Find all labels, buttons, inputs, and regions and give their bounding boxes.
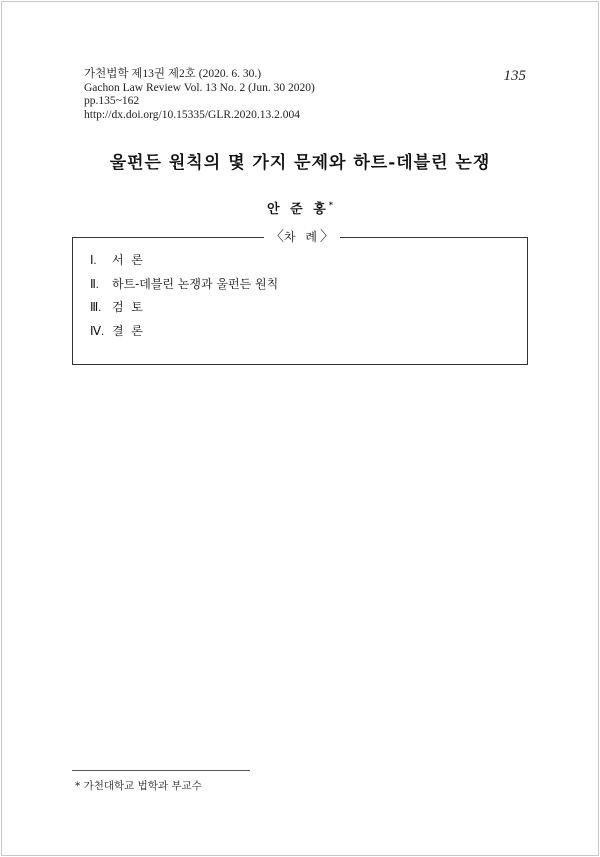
toc-bracket-left: 〈	[270, 229, 284, 245]
paper-title: 울펀든 원칙의 몇 가지 문제와 하트-데블린 논쟁	[109, 153, 491, 173]
footnote-mark: *	[75, 780, 81, 792]
author-footnote	[75, 778, 202, 793]
footnote-text: 가천대학교 법학과 부교수	[83, 780, 202, 792]
author-footnote-mark: *	[328, 199, 333, 210]
page-border	[1, 1, 599, 856]
author-line	[0, 198, 600, 217]
toc-item-text: 서 론	[112, 253, 143, 267]
toc-bracket-right: 〉	[320, 229, 334, 245]
toc-item-introduction	[90, 252, 278, 276]
toc-list	[90, 252, 278, 346]
author-name: 안 준 홍	[267, 202, 329, 217]
journal-metadata	[84, 68, 315, 122]
footnote-divider	[72, 770, 250, 771]
toc-item-number: Ⅳ.	[90, 323, 105, 338]
toc-item-number: Ⅱ.	[90, 276, 99, 291]
toc-item-text: 검 토	[112, 300, 143, 314]
journal-volume-line: 가천법학 제13권 제2호 (2020. 6. 30.)	[84, 68, 262, 80]
toc-item-text: 결 론	[112, 323, 143, 338]
page-number: 135	[503, 68, 526, 84]
journal-english-line: Gachon Law Review Vol. 13 No. 2 (Jun. 30 2020)	[84, 81, 315, 94]
toc-item-debate	[90, 276, 278, 300]
toc-heading	[264, 229, 340, 245]
toc-label: 차 례	[284, 230, 320, 244]
toc-item-text: 하트-데블린 논쟁과 울펀든 원칙	[112, 276, 279, 291]
toc-item-number: Ⅰ.	[90, 253, 97, 267]
toc-item-number: Ⅲ.	[90, 300, 102, 314]
page-range: pp.135~162	[84, 95, 140, 107]
toc-item-review	[90, 299, 278, 323]
toc-item-conclusion	[90, 323, 278, 347]
doi-link[interactable]: http://dx.doi.org/10.15335/GLR.2020.13.2.004	[84, 108, 301, 121]
